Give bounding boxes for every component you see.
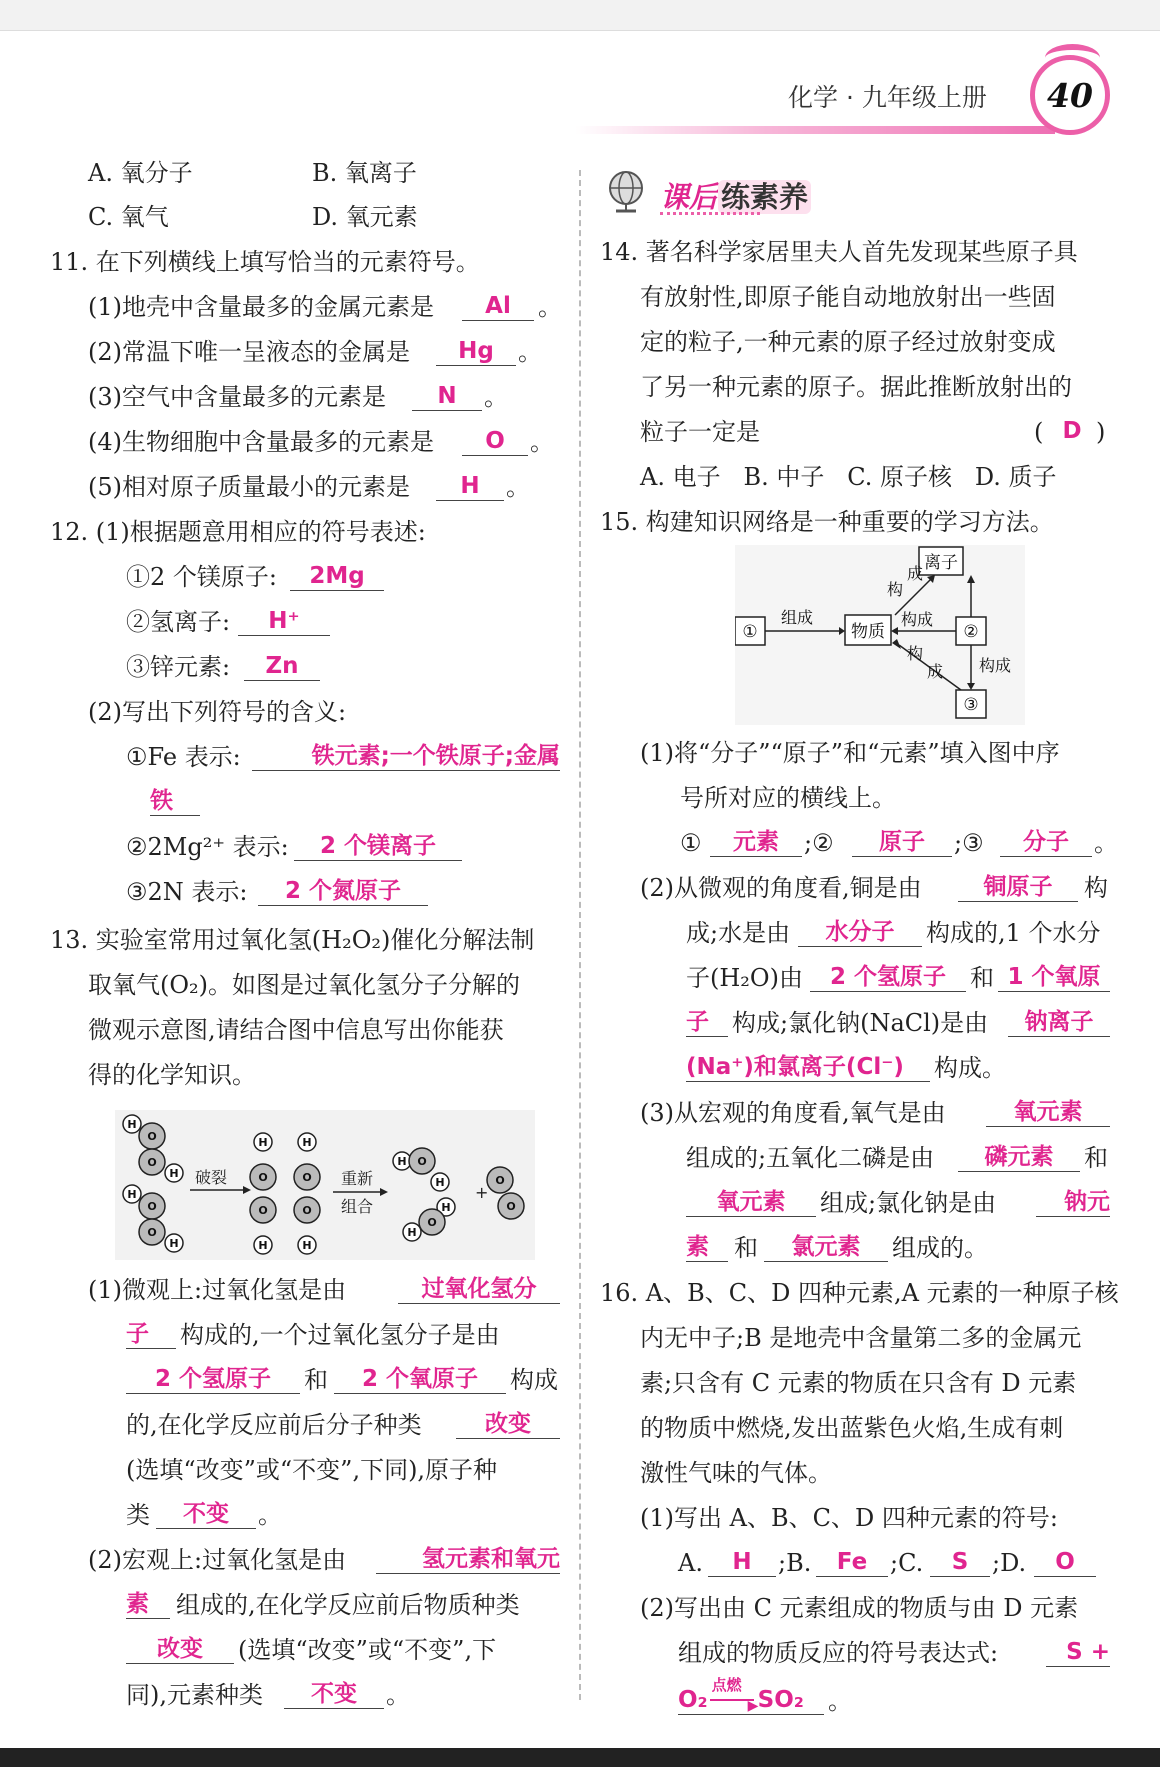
top-bar: [0, 0, 1160, 31]
q13-p2-b: 组成的,在化学反应前后物质种类: [176, 1591, 520, 1619]
punct: 。: [538, 293, 562, 321]
q16-line-2: 内无中子;B 是地壳中含量第二多的金属元: [640, 1324, 1082, 1352]
q13-p1-e: (选填“改变”或“不变”,下同),原子种: [126, 1456, 498, 1484]
q12-p1-2: ②氢离子:: [126, 608, 231, 636]
q12-p2-2: ②2Mg²⁺ 表示:: [126, 833, 289, 861]
q15-blank-3: 分子: [1000, 828, 1092, 857]
q16-line-5: 激性气味的气体。: [640, 1459, 832, 1487]
node-ion: 离子: [924, 553, 958, 573]
q16-answer-c: S: [930, 1548, 990, 1577]
svg-text:H: H: [127, 1188, 137, 1201]
q15-p3-a: (3)从宏观的角度看,氧气是由: [640, 1099, 946, 1127]
q11-answer-5: H: [436, 472, 504, 501]
diagram-label-recombine-2: 组合: [341, 1197, 374, 1216]
svg-text:O: O: [147, 1156, 157, 1169]
svg-text:O: O: [258, 1204, 268, 1217]
q13-p1-answer-2: 2 个氢原子: [126, 1365, 300, 1394]
q13-p1-answer-1: 过氧化氢分: [398, 1275, 560, 1304]
column-divider: [579, 170, 581, 1700]
q15-p3-answer-5: 氯元素: [764, 1233, 888, 1262]
q16-equation-line: O₂ 点燃 ▶ SO₂: [678, 1686, 824, 1715]
q16-answer-d: O: [1034, 1548, 1096, 1577]
q15-p2-answer-3: 2 个氢原子: [810, 963, 966, 992]
q14-line-2: 有放射性,即原子能自动地放射出一些固: [640, 283, 1056, 311]
q10-option-c: C. 氧气: [88, 203, 169, 231]
svg-text:H: H: [258, 1136, 268, 1149]
q15-p2-answer-1: 铜原子: [958, 873, 1078, 902]
svg-text:H: H: [397, 1155, 407, 1168]
q13-p2-answer-3: 不变: [284, 1680, 384, 1709]
q11-item-2: (2)常温下唯一呈液态的金属是: [88, 338, 410, 366]
svg-text:O: O: [258, 1171, 268, 1184]
svg-text:构: 构: [887, 580, 904, 599]
page-header-title: 化学 · 九年级上册: [788, 83, 987, 112]
q13-p2-answer-1: 氢元素和氧元: [376, 1545, 560, 1574]
q14-line-4: 了另一种元素的原子。据此推断放射出的: [640, 373, 1072, 401]
q13-p1-answer-1-cont: 子: [126, 1320, 176, 1349]
svg-text:成: 成: [907, 564, 924, 583]
svg-text:O: O: [506, 1200, 516, 1213]
label-zucheng: 组成: [781, 608, 814, 627]
section-title: [660, 175, 811, 216]
svg-text:H: H: [258, 1239, 268, 1252]
q15-p3-answer-4-cont: 素: [686, 1233, 728, 1262]
q16-answer-a: H: [708, 1548, 776, 1577]
q15-blank-1-label: ①: [680, 829, 702, 857]
q10-option-a: A. 氧分子: [88, 159, 193, 187]
q14-line-5: 粒子一定是: [640, 418, 760, 446]
q16-equation-part-1: S +: [1046, 1638, 1110, 1667]
q15-p2-e: 子(H₂O)由: [686, 964, 803, 992]
q13-p2-d: 同),元素种类: [126, 1681, 263, 1709]
q14-line-3: 定的粒子,一种元素的原子经过放射变成: [640, 328, 1056, 356]
q12-p1-1: ①2 个镁原子:: [126, 563, 277, 591]
q15-p3-answer-2: 磷元素: [958, 1143, 1080, 1172]
q15-p2-b: 构: [1084, 874, 1108, 902]
q12-p2-answer-2: 2 个镁离子: [294, 832, 462, 861]
q16-p2-a: (2)写出由 C 元素组成的物质与由 D 元素: [640, 1594, 1079, 1622]
q11-item-3: (3)空气中含量最多的元素是: [88, 383, 386, 411]
q13-p1-a: (1)微观上:过氧化氢是由: [88, 1276, 347, 1304]
q16-label-c: ;C.: [890, 1549, 924, 1577]
q16-equation-condition: 点燃: [711, 1676, 742, 1694]
q14-paren-left: (: [1034, 418, 1044, 446]
q13-p1-b: 构成的,一个过氧化氢分子是由: [180, 1321, 500, 1349]
q15-p3-answer-3: 氧元素: [686, 1188, 816, 1217]
q11-item-5: (5)相对原子质量最小的元素是: [88, 473, 410, 501]
q16-equation-so2: SO₂: [757, 1687, 804, 1713]
punct: 。: [506, 473, 530, 501]
q13-p2-e: 。: [386, 1681, 410, 1709]
q11-answer-4: O: [462, 427, 528, 456]
node-2: ②: [963, 622, 979, 642]
punct: 。: [518, 338, 542, 366]
q15-p2-answer-5: 钠离子: [1008, 1008, 1110, 1037]
q16-p1: (1)写出 A、B、C、D 四种元素的符号:: [640, 1504, 1058, 1532]
svg-text:O: O: [302, 1171, 312, 1184]
q12-p1-answer-2: H⁺: [238, 607, 330, 636]
node-1: ①: [742, 622, 758, 642]
svg-text:H: H: [127, 1118, 137, 1131]
q15-p3-c: 和: [1084, 1144, 1108, 1172]
svg-text:O: O: [147, 1200, 157, 1213]
q13-p1-answer-5: 不变: [156, 1500, 256, 1529]
svg-text:O: O: [417, 1155, 427, 1168]
svg-text:O: O: [147, 1130, 157, 1143]
q15-p1-a: (1)将“分子”“原子”和“元素”填入图中序: [640, 739, 1060, 767]
bottom-bar: [0, 1748, 1160, 1767]
q13-p2-c: (选填“改变”或“不变”,下: [238, 1636, 497, 1664]
q14-line-1: 14. 著名科学家居里夫人首先发现某些原子具: [600, 238, 1078, 266]
label-goucheng-1: 构成: [901, 610, 934, 629]
q12-p1-answer-1: 2Mg: [290, 562, 384, 591]
q15-p3-f: 组成的。: [892, 1234, 988, 1262]
q12-p1-3: ③锌元素:: [126, 653, 231, 681]
q13-p2-a: (2)宏观上:过氧化氢是由: [88, 1546, 347, 1574]
svg-text:H: H: [302, 1239, 312, 1252]
q15-blank-end: 。: [1094, 829, 1118, 857]
q11-answer-1: Al: [462, 292, 534, 321]
punct: 。: [484, 383, 508, 411]
q15-p1-b: 号所对应的横线上。: [680, 784, 896, 812]
q12-p2-3: ③2N 表示:: [126, 878, 248, 906]
svg-text:H: H: [302, 1136, 312, 1149]
q16-label-a: A.: [678, 1549, 703, 1577]
q15-blank-2-label: ;②: [804, 829, 834, 857]
q10-option-d: D. 氧元素: [312, 203, 418, 231]
q16-answer-b: Fe: [816, 1548, 888, 1577]
q15-p2-d: 构成的,1 个水分: [926, 919, 1101, 947]
h2o2-decomposition-diagram: [115, 1110, 535, 1260]
q12-stem: 12. (1)根据题意用相应的符号表述:: [50, 518, 426, 546]
svg-text:H: H: [435, 1176, 445, 1189]
globe-icon: [604, 168, 650, 214]
svg-text:O: O: [147, 1226, 157, 1239]
node-3: ③: [963, 695, 979, 715]
q16-line-4: 的物质中燃烧,发出蓝紫色火焰,生成有刺: [640, 1414, 1064, 1442]
q12-p2-answer-1: 铁元素;一个铁原子;金属: [252, 742, 560, 771]
q15-p2-c: 成;水是由: [686, 919, 791, 947]
q15-p2-g: 构成;氯化钠(NaCl)是由: [732, 1009, 989, 1037]
q15-p3-e: 和: [734, 1234, 758, 1262]
q15-blank-1: 元素: [710, 828, 802, 857]
q14-answer: D: [1062, 418, 1082, 444]
q15-p2-answer-4: 1 个氧原: [998, 963, 1110, 992]
q16-p2-b: 组成的物质反应的符号表达式:: [678, 1639, 999, 1667]
q16-label-d: ;D.: [992, 1549, 1027, 1577]
q14-paren-right: ): [1096, 418, 1106, 446]
q15-p2-answer-4-cont: 子: [686, 1008, 728, 1037]
section-title-part-1: 课后: [660, 180, 719, 214]
q16-line-1: 16. A、B、C、D 四种元素,A 元素的一种原子核: [600, 1279, 1119, 1307]
knowledge-network-diagram: [735, 545, 1025, 725]
q15-p2-h: 构成。: [934, 1054, 1006, 1082]
svg-text:O: O: [495, 1174, 505, 1187]
q13-line-3: 微观示意图,请结合图中信息写出你能获: [88, 1016, 504, 1044]
q13-p2-answer-2: 改变: [126, 1635, 234, 1664]
q13-p2-answer-1-cont: 素: [126, 1590, 170, 1619]
q15-blank-3-label: ;③: [954, 829, 984, 857]
q11-item-1: (1)地壳中含量最多的金属元素是: [88, 293, 434, 321]
q15-blank-2: 原子: [852, 828, 952, 857]
q15-p2-answer-2: 水分子: [798, 918, 922, 947]
q10-option-b: B. 氧离子: [312, 159, 417, 187]
q15-p3-d: 组成;氯化钠是由: [820, 1189, 997, 1217]
q15-p3-answer-1: 氧元素: [986, 1098, 1110, 1127]
q13-line-4: 得的化学知识。: [88, 1061, 256, 1089]
q15-p2-a: (2)从微观的角度看,铜是由: [640, 874, 922, 902]
svg-text:成: 成: [927, 662, 944, 681]
label-goucheng-2: 构成: [979, 656, 1012, 675]
diagram-label-recombine-1: 重新: [341, 1169, 374, 1188]
q11-answer-3: N: [412, 382, 482, 411]
q15-p3-b: 组成的;五氧化二磷是由: [686, 1144, 935, 1172]
section-title-part-2: 练素养: [718, 180, 811, 214]
q14-options: A. 电子 B. 中子 C. 原子核 D. 质子: [640, 463, 1057, 491]
svg-text:O: O: [302, 1204, 312, 1217]
q12-p2-stem: (2)写出下列符号的含义:: [88, 698, 347, 726]
q13-p1-answer-4: 改变: [456, 1410, 560, 1439]
svg-text:H: H: [169, 1237, 179, 1250]
q13-p1-d: 的,在化学反应前后分子种类: [126, 1411, 422, 1439]
q12-p1-answer-3: Zn: [244, 652, 320, 681]
svg-text:构: 构: [907, 644, 924, 663]
q15-p2-f: 和: [970, 964, 994, 992]
q12-p2-1: ①Fe 表示:: [126, 743, 241, 771]
q16-label-b: ;B.: [778, 1549, 812, 1577]
q13-line-1: 13. 实验室常用过氧化氢(H₂O₂)催化分解法制: [50, 926, 535, 954]
q13-line-2: 取氧气(O₂)。如图是过氧化氢分子分解的: [88, 971, 521, 999]
q11-item-4: (4)生物细胞中含量最多的元素是: [88, 428, 434, 456]
q16-line-3: 素;只含有 C 元素的物质在只含有 D 元素: [640, 1369, 1077, 1397]
svg-text:H: H: [441, 1201, 451, 1214]
q16-equation-o2: O₂: [678, 1687, 708, 1713]
svg-text:O: O: [427, 1216, 437, 1229]
page-number: 40: [1047, 75, 1093, 115]
diagram-label-break: 破裂: [195, 1168, 228, 1187]
q12-p2-answer-1-cont: 铁: [150, 787, 200, 816]
punct: 。: [530, 428, 554, 456]
q11-stem: 11. 在下列横线上填写恰当的元素符号。: [50, 248, 480, 276]
svg-text:H: H: [169, 1167, 179, 1180]
q16-end: 。: [828, 1687, 852, 1715]
header-rule: [575, 126, 1055, 134]
q12-p2-answer-3: 2 个氮原子: [258, 877, 428, 906]
q15-p3-answer-4: 钠元: [1036, 1188, 1110, 1217]
q11-answer-2: Hg: [436, 337, 516, 366]
section-title-dots: [660, 212, 760, 219]
node-substance: 物质: [851, 622, 885, 642]
q15-stem: 15. 构建知识网络是一种重要的学习方法。: [600, 508, 1054, 536]
q13-p1-g: 。: [258, 1501, 282, 1529]
q13-p1-c: 构成: [510, 1366, 558, 1394]
svg-text:+: +: [475, 1183, 489, 1202]
q13-p1-f: 类: [126, 1501, 150, 1529]
q13-p1-answer-3: 2 个氧原子: [334, 1365, 506, 1394]
q15-p2-answer-5-cont: (Na⁺)和氯离子(Cl⁻): [686, 1053, 930, 1082]
page-number-badge: [1030, 55, 1110, 135]
q13-p1-and: 和: [304, 1366, 328, 1394]
svg-text:H: H: [407, 1226, 417, 1239]
